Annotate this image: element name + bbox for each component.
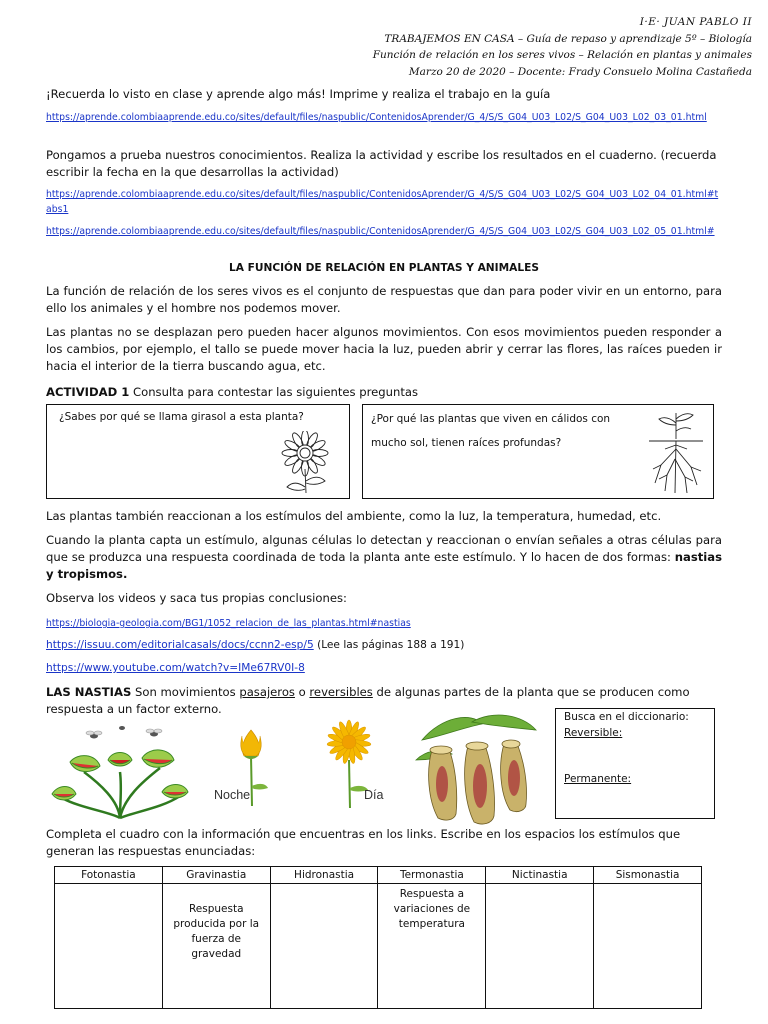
video-link-row-2	[46, 636, 722, 654]
actividad-label: ACTIVIDAD 1	[46, 385, 130, 399]
header-gravinastia: Gravinastia	[162, 867, 270, 884]
cell-gravinastia: Respuesta producida por la fuerza de gravedad	[162, 884, 270, 1009]
nastias-text-1: Son movimientos	[131, 685, 240, 699]
dictionary-permanente: Permanente:	[564, 773, 632, 785]
paragraph-funcion: La función de relación de los seres vivos es el conjunto de respuestas que dan para poder vivir en un entorno, para ello los animales y el hombre nos podemos mover.	[46, 284, 722, 315]
prueba-paragraph: Pongamos a prueba nuestros conocimientos. Realiza la actividad y escribe los resultados en el cuaderno. (recuerda escribir la fecha en la que desarrollas la actividad)	[46, 148, 717, 179]
intro-text: ¡Recuerda lo visto en clase y aprende algo más! Imprime y realiza el trabajo en la guía	[46, 87, 551, 101]
nastias-label: LAS NASTIAS	[46, 685, 132, 699]
cell-termonastia: Respuesta a variaciones de temperatura	[378, 884, 486, 1009]
word-pasajeros: pasajeros	[239, 685, 295, 699]
video-link-issuu[interactable]: https://issuu.com/editorialcasals/docs/ccnn2-esp/5	[46, 639, 314, 651]
header-line-title: TRABAJEMOS EN CASA – Guía de repaso y aprendizaje 5º – Biología	[384, 32, 752, 45]
header-line-topic: Función de relación en los seres vivos – Relación en plantas y animales	[372, 49, 752, 61]
caption-noche: Noche	[214, 788, 251, 802]
word-reversibles: reversibles	[309, 685, 373, 699]
link-lesson-03[interactable]: https://aprende.colombiaaprende.edu.co/sites/default/files/naspublic/ContenidosAprender/G_4/S/S_G04_U03_L02/S_G04_U03_L02_03_01.html	[46, 112, 707, 123]
link-lesson-05[interactable]: https://aprende.colombiaaprende.edu.co/sites/default/files/naspublic/ContenidosAprender/G_4/S/S_G04_U03_L02/S_G04_U03_L02_05_01.html#	[46, 226, 715, 237]
video-link-row-3	[46, 659, 722, 676]
cell-hidronastia[interactable]	[270, 884, 378, 1009]
header-nictinastia: Nictinastia	[486, 867, 594, 884]
cell-sismonastia[interactable]	[594, 884, 702, 1009]
header-termonastia: Termonastia	[378, 867, 486, 884]
page-header	[373, 14, 752, 80]
question-box-raices	[362, 404, 714, 499]
header-hidronastia: Hidronastia	[270, 867, 378, 884]
paragraph-celulas	[46, 532, 722, 583]
video-link-youtube[interactable]: https://www.youtube.com/watch?v=IMe67RV0I-8	[46, 662, 305, 674]
nastias-text-o: o	[294, 685, 310, 699]
paragraph-celulas-text: Cuando la planta capta un estímulo, algunas células lo detectan y reaccionan o envían señales a otras células para que se produzca una respuesta coordinada de toda la planta ante este estímulo. Y lo hacen de dos formas:	[46, 533, 722, 564]
video-link-row-1	[46, 614, 722, 631]
plant-roots-icon	[645, 409, 707, 495]
header-line-date-teacher: Marzo 20 de 2020 – Docente: Frady Consuelo Molina Castañeda	[408, 65, 752, 78]
video-link-biologia[interactable]: https://biologia-geologia.com/BG1/1052_relacion_de_las_plantas.html#nastias	[46, 618, 411, 629]
link-lesson-04[interactable]: https://aprende.colombiaaprende.edu.co/sites/default/files/naspublic/ContenidosAprender/G_4/S/S_G04_U03_L02/S_G04_U03_L02_04_01.html#tabs1	[46, 189, 719, 215]
actividad-line	[46, 384, 722, 401]
nastias-table	[54, 866, 702, 1009]
header-fotonastia: Fotonastia	[55, 867, 163, 884]
question-raices-line2: mucho sol, tienen raíces profundas?	[371, 437, 562, 449]
question-box-girasol	[46, 404, 350, 499]
school-name: I·E· JUAN PABLO II	[639, 16, 752, 28]
nastias-tropismos: nastias y tropismos.	[46, 550, 722, 581]
cell-nictinastia[interactable]	[486, 884, 594, 1009]
question-raices-line1: ¿Por qué las plantas que viven en cálidos con	[371, 413, 611, 425]
actividad-text: Consulta para contestar las siguientes preguntas	[129, 385, 419, 399]
sunflower-icon	[275, 431, 337, 495]
pitcher-plant-icon	[412, 710, 540, 828]
section-title: LA FUNCIÓN DE RELACIÓN EN PLANTAS Y ANIMALES	[229, 262, 539, 274]
completa-instructions: Completa el cuadro con la información que encuentras en los links. Escribe en los espacios los estímulos que generan las respuestas enunciadas:	[46, 827, 681, 858]
caption-dia: Día	[364, 788, 384, 802]
dictionary-reversible: Reversible:	[564, 727, 623, 739]
header-sismonastia: Sismonastia	[594, 867, 702, 884]
observa-text: Observa los videos y saca tus propias conclusiones:	[46, 591, 347, 605]
dictionary-box	[555, 708, 715, 819]
question-girasol: ¿Sabes por qué se llama girasol a esta planta?	[59, 411, 304, 423]
venus-flytrap-icon	[50, 722, 190, 822]
cell-fotonastia[interactable]	[55, 884, 163, 1009]
dictionary-title: Busca en el diccionario:	[564, 711, 689, 723]
nastias-text-2: de algunas partes de la planta que se producen como respuesta a un factor externo.	[46, 685, 690, 716]
paragraph-estimulos: Las plantas también reaccionan a los estímulos del ambiente, como la luz, la temperatura, humedad, etc.	[46, 509, 662, 523]
paragraph-plantas: Las plantas no se desplazan pero pueden hacer algunos movimientos. Con esos movimientos pueden responder a los cambios, por ejemplo, el tallo se puede mover hacia la luz, pueden abrir y cerrar las flores, las raíces pueden ir hacia el interior de la tierra buscando agua, etc.	[46, 325, 722, 373]
table-header-row	[55, 867, 702, 884]
issuu-note: (Lee las páginas 188 a 191)	[313, 639, 465, 651]
table-row	[55, 884, 702, 1009]
